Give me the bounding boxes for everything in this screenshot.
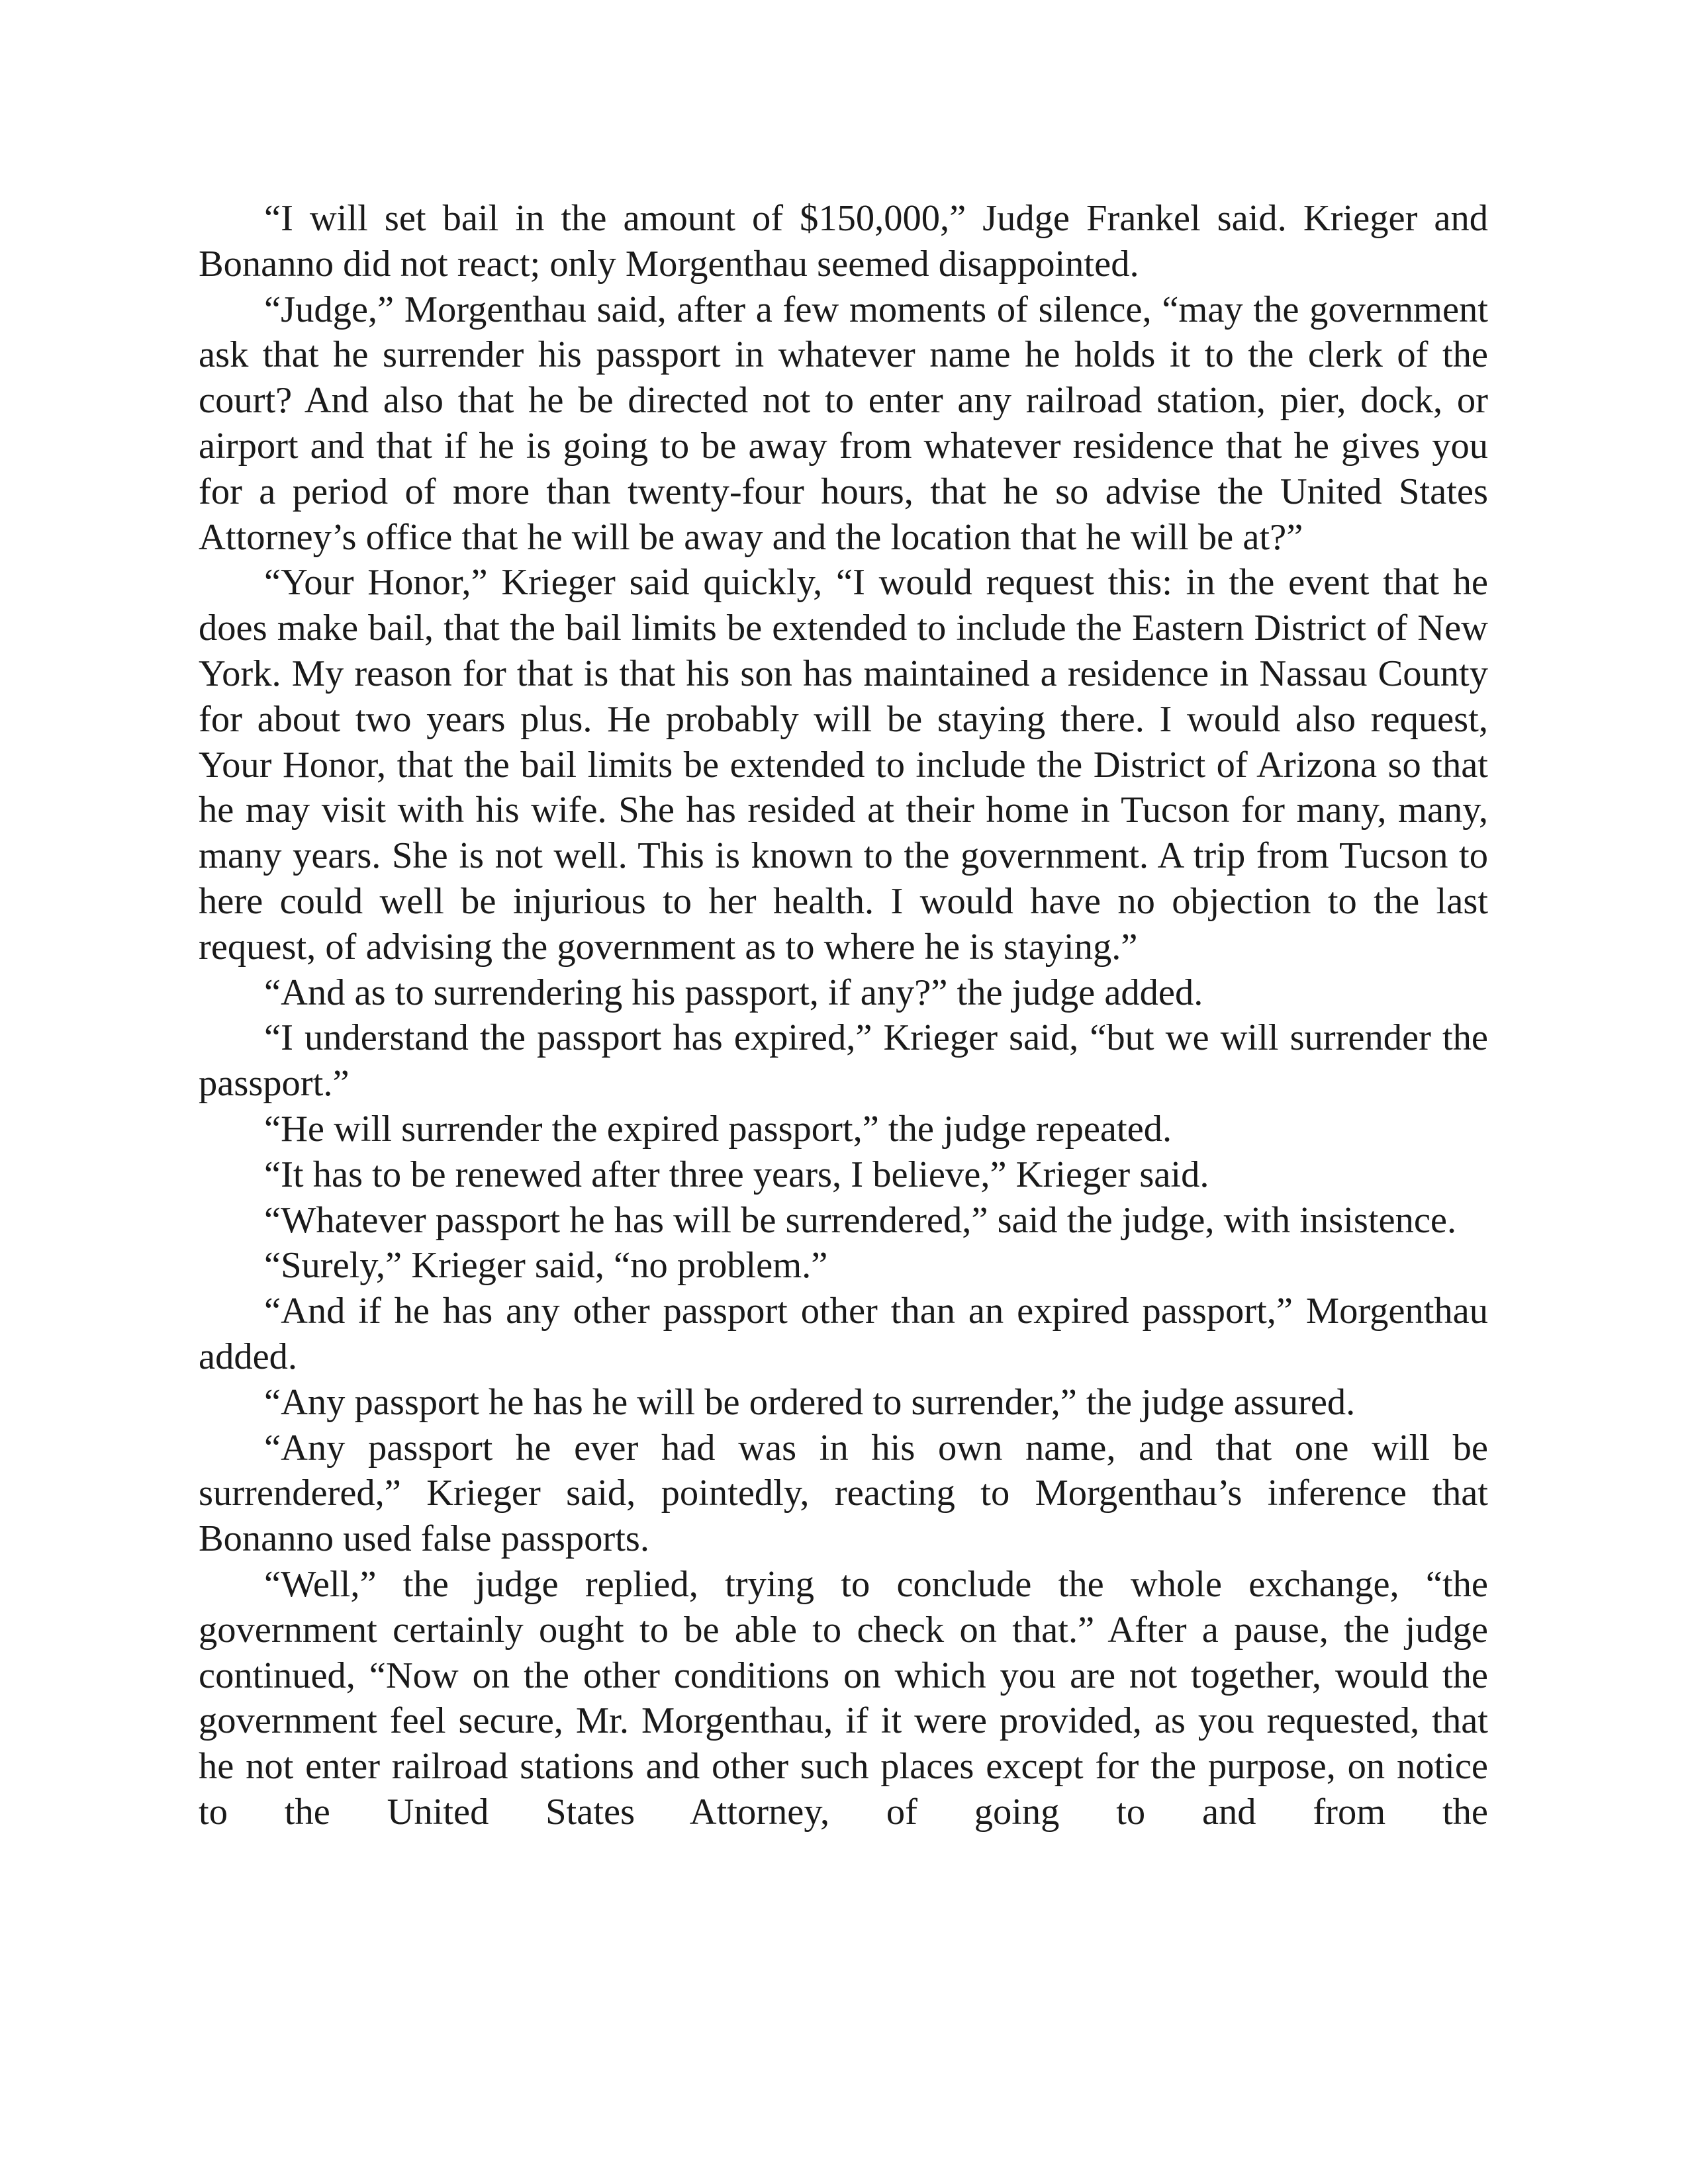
- paragraph: “It has to be renewed after three years, I believe,” Krieger said.: [264, 1154, 1209, 1195]
- document-page: [199, 196, 1488, 1835]
- paragraph-final: “Well,” the judge replied, trying to conclude the whole exchange, “the government certainly ought to be able to check on that.” After a pause, the judge continued, “Now on the other conditions on which you are not together, would the government feel secure, Mr. Morgenthau, if it were provided, as you requested, that he not enter railroad stations and other such places except for the purpose, on notice to the United States Attorney, of going to and from the: [199, 1563, 1488, 1833]
- paragraph: “Any passport he ever had was in his own name, and that one will be surrendered,” Krieger said, pointedly, reacting to Morgenthau’s inference that Bonanno used false passports.: [199, 1427, 1488, 1560]
- paragraph: “Surely,” Krieger said, “no problem.”: [264, 1245, 828, 1287]
- paragraph: “And as to surrendering his passport, if any?” the judge added.: [264, 972, 1203, 1013]
- paragraph: “Any passport he has he will be ordered to surrender,” the judge assured.: [264, 1381, 1356, 1423]
- paragraph: “Your Honor,” Krieger said quickly, “I would request this: in the event that he does make bail, that the bail limits be extended to include the Eastern District of New York. My reason for that is that his son has maintained a residence in Nassau County for about two years plus. He probably will be staying there. I would also request, Your Honor, that the bail limits be extended to include the District of Arizona so that he may visit with his wife. She has resided at their home in Tucson for many, many, many years. She is not well. This is known to the government. A trip from Tucson to here could well be injurious to her health. I would have no objection to the last request, of advising the government as to where he is staying.”: [199, 562, 1488, 968]
- paragraph: “I will set bail in the amount of $150,000,” Judge Frankel said. Krieger and Bonanno did not react; only Morgenthau seemed disappointed.: [199, 198, 1488, 285]
- paragraph: “Whatever passport he has will be surrendered,” said the judge, with insistence.: [264, 1199, 1457, 1241]
- paragraph: “Judge,” Morgenthau said, after a few moments of silence, “may the government ask that he surrender his passport in whatever name he holds it to the clerk of the court? And also that he be directed not to enter any railroad station, pier, dock, or airport and that if he is going to be away from whatever residence that he gives you for a period of more than twenty-four hours, that he so advise the United States Attorney’s office that he will be away and the location that he will be at?”: [199, 289, 1488, 558]
- paragraph: “He will surrender the expired passport,” the judge repeated.: [264, 1108, 1172, 1150]
- paragraph: “I understand the passport has expired,” Krieger said, “but we will surrender the passport.”: [199, 1017, 1488, 1105]
- paragraph: “And if he has any other passport other than an expired passport,” Morgenthau added.: [199, 1291, 1488, 1377]
